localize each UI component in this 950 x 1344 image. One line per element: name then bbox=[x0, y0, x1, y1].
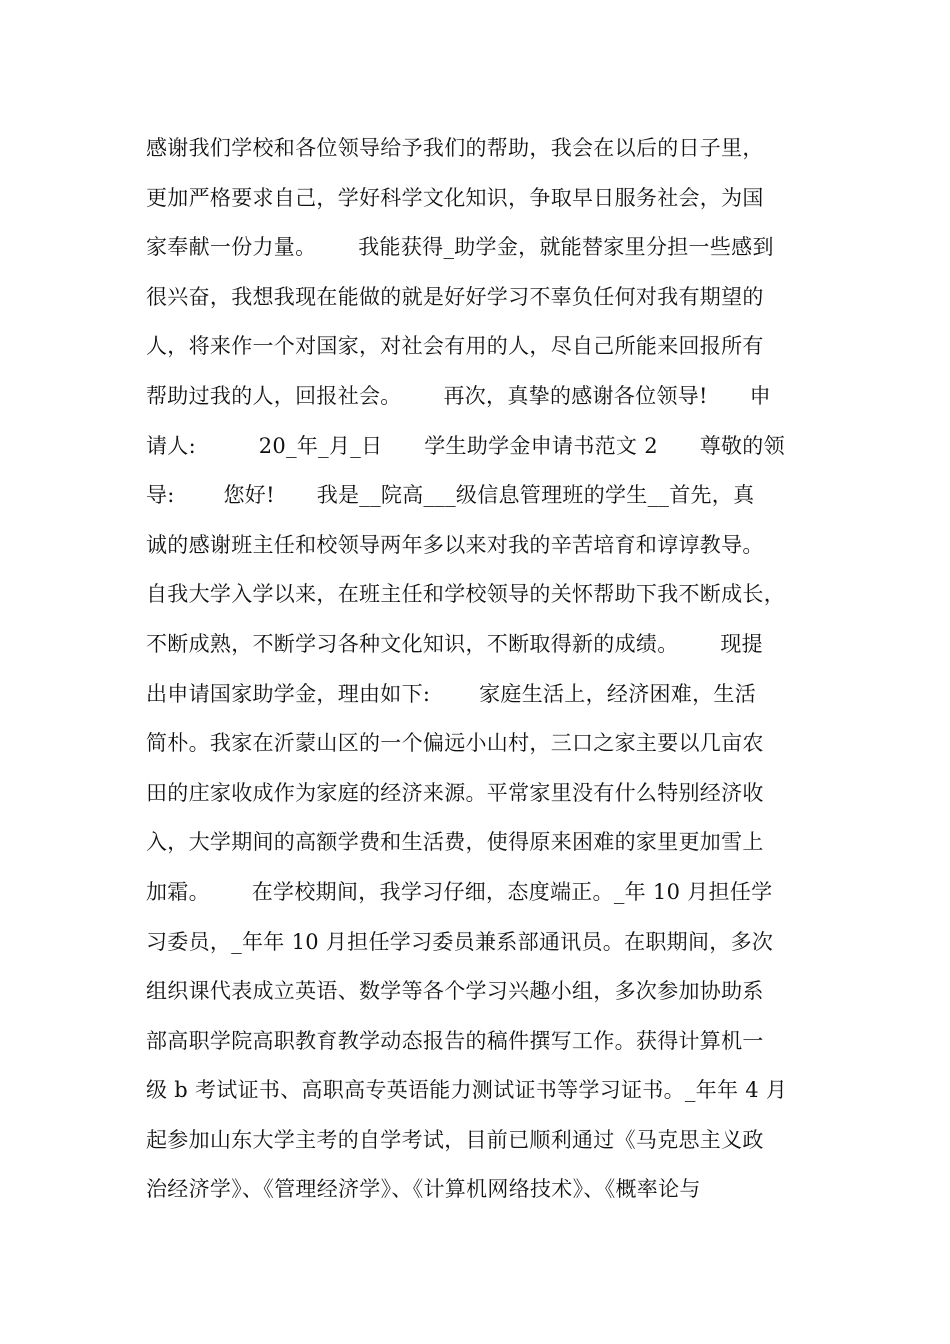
text-line: 组织课代表成立英语、数学等各个学习兴趣小组，多次参加协助系 bbox=[146, 979, 764, 1004]
text-line: 诚的感谢班主任和校领导两年多以来对我的辛苦培育和谆谆教导。 bbox=[146, 532, 764, 557]
text-line: 不断成熟，不断学习各种文化知识，不断取得新的成绩。 现提 bbox=[146, 631, 763, 656]
text-line: 级 b 考试证书、高职高专英语能力测试证书等学习证书。_年年 4 月 bbox=[146, 1078, 788, 1103]
text-line: 导: 您好! 我是__院高___级信息管理班的学生__首先，真 bbox=[146, 483, 755, 508]
text-line: 治经济学》、《管理经济学》、《计算机网络技术》、《概率论与 bbox=[146, 1177, 701, 1202]
text-line: 请人: 20_年_月_日 学生助学金申请书范文 2 尊敬的领 bbox=[146, 433, 785, 458]
text-line: 部高职学院高职教育教学动态报告的稿件撰写工作。获得计算机一 bbox=[146, 1028, 764, 1053]
text-line: 出申请国家助学金，理由如下: 家庭生活上，经济困难，生活 bbox=[146, 681, 756, 706]
text-line: 入，大学期间的高额学费和生活费，使得原来困难的家里更加雪上 bbox=[146, 830, 764, 855]
text-line: 简朴。我家在沂蒙山区的一个偏远小山村，三口之家主要以几亩农 bbox=[146, 731, 764, 756]
text-line: 自我大学入学以来，在班主任和学校领导的关怀帮助下我不断成长， bbox=[146, 582, 785, 607]
text-line: 加霜。 在学校期间，我学习仔细，态度端正。_年 10 月担任学 bbox=[146, 879, 773, 904]
text-line: 田的庄家收成作为家庭的经济来源。平常家里没有什么特别经济收 bbox=[146, 780, 764, 805]
text-line: 帮助过我的人，回报社会。 再次，真挚的感谢各位领导! 申 bbox=[146, 383, 771, 408]
text-line: 家奉献一份力量。 我能获得_助学金，就能替家里分担一些感到 bbox=[146, 235, 774, 260]
text-line: 感谢我们学校和各位领导给予我们的帮助，我会在以后的日子里， bbox=[146, 136, 764, 160]
text-line: 很兴奋，我想我现在能做的就是好好学习不辜负任何对我有期望的 bbox=[146, 284, 764, 309]
text-line: 起参加山东大学主考的自学考试，目前已顺利通过《马克思主义政 bbox=[146, 1127, 764, 1152]
text-line: 人，将来作一个对国家，对社会有用的人，尽自己所能来回报所有 bbox=[146, 334, 764, 359]
text-line: 更加严格要求自己，学好科学文化知识，争取早日服务社会，为国 bbox=[146, 185, 764, 210]
body-text bbox=[146, 130, 826, 1221]
text-line: 习委员，_年年 10 月担任学习委员兼系部通讯员。在职期间，多次 bbox=[146, 929, 774, 954]
